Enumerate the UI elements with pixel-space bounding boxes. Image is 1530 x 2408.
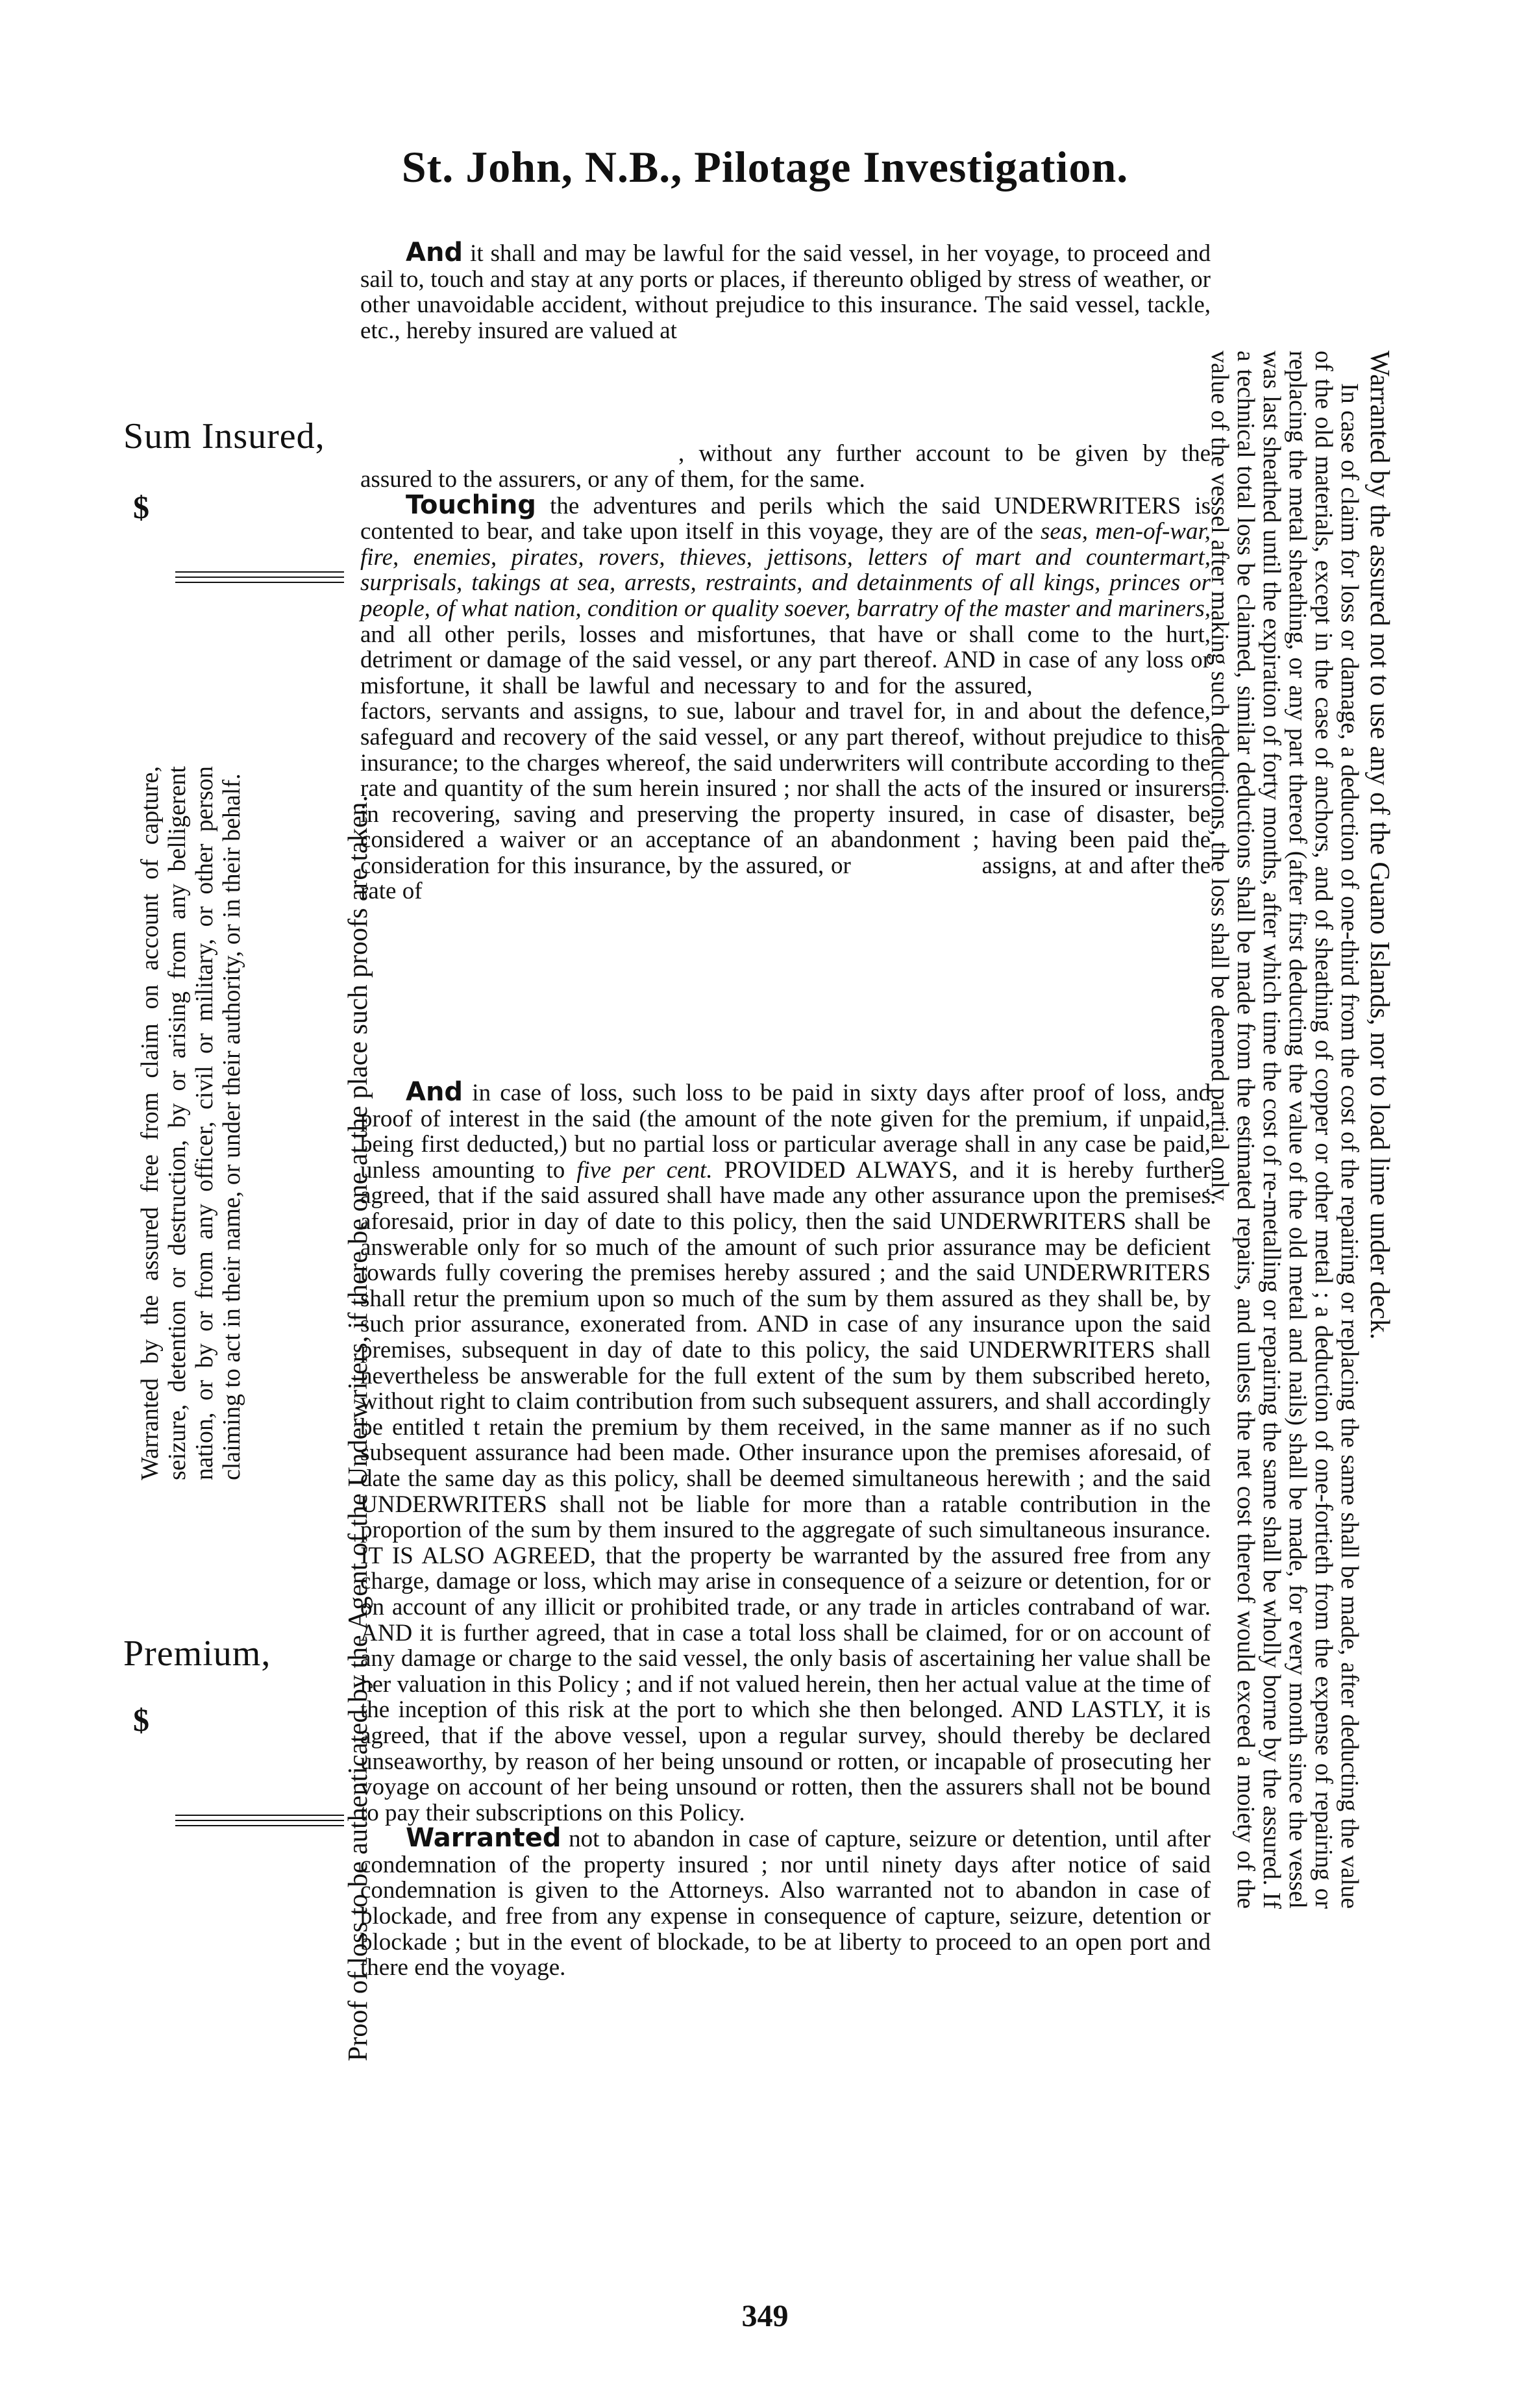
paragraph-3 <box>360 490 1211 905</box>
sum-rule-2 <box>175 577 344 578</box>
para5-text: not to abandon in case of capture, seizure or detention, until after condemnation of the property insured ; nor until ninety days after notice of said condemnation is given to the Attorneys. Also warranted not to abandon in case of blockade, and free from any expense in consequence of capture, seizure, detention or blockade ; but in the event of blockade, to be at liberty to proceed to an open port and there end the voyage. <box>360 1826 1211 1981</box>
sum-insured-dollar: $ <box>133 489 149 525</box>
premium-rule-2 <box>175 1820 344 1821</box>
para1-lead: And <box>406 238 463 267</box>
para1-text: it shall and may be lawful for the said vessel, in her voyage, to proceed and sail to, touch and stay at any ports or places, if thereunto obliged by stress of weather, or other unavoidable accident, without prejudice to this insurance. The said vessel, tackle, etc., hereby insured are valued at <box>360 240 1211 344</box>
para2-text: without any further account to be given by the assured to the assurers, or any of them, for the same. <box>360 440 1211 493</box>
sum-rule-3 <box>175 582 344 583</box>
paragraph-2 <box>360 441 1211 492</box>
premium-label: Premium, <box>123 1633 271 1674</box>
para4-text-c: PROVIDED ALWAYS, and it is hereby further agreed, that if the said assured shall have made any other assurance upon the premises aforesaid, prior in day of date to this policy, then the said UNDERWRITERS shall be answerable only for so much of the amount of such prior assurance may be deficient towards fully covering the premises hereby assured ; and the said UNDERWRITERS shall retur the premium upon so much of the sum by them assured as they shall be, by such prior assurance, exonerated from. AND in case of any insurance upon the said premises, subsequent in day of date to this policy, the said UNDERWRITERS shall nevertheless be answerable for the full extent of the sum by them subscribed hereto, without right to claim contribution from such subsequent assurers, and shall accordingly be entitled t retain the premium by them received, in the same manner as if no such subsequent assurance had been made. Other insurance upon the premises aforesaid, of date the same day as this policy, shall be deemed simultaneous herewith ; and the said UNDERWRITERS shall not be liable for more than a ratable contribution in the proportion of the sum by them insured to the aggregate of such simultaneous insurance. IT IS ALSO AGREED, that the property be warranted by the assured free from any charge, damage or loss, which may arise in consequence of a seizure or detention, for or on account of any illicit or prohibited trade, or any trade in articles contraband of war. AND it is further agreed, that in case a total loss shall be claimed, for or on account of any damage or charge to the said vessel, the only basis of ascertaining her value shall be her valuation in this Policy ; and if not valued herein, then her actual value at the time of the inception of this risk at the port to which she then belonged. AND LASTLY, it is agreed, that if the above vessel, upon a regular survey, should thereby be declared unseaworthy, by reason of her being unsound or rotten, or incapable of prosecuting her voyage on account of her being unsound or rotten, then the assurers shall not be bound to pay their subscriptions on this Policy. <box>360 1156 1211 1826</box>
rate-blank <box>360 904 1211 1080</box>
para2-comma: , <box>678 440 685 467</box>
para3-text-c: factors, servants and assigns, to sue, labour and travel for, in and about the defence, safeguard and recovery of the said vessel, or any part thereof, without prejudice to this insurance; to the charges whereof, the said underwriters will contribute according to the rate and quantity of the sum herein insured ; nor shall the acts of the insured or insurers in recovering, saving and preserving the property insured, in case of disaster, be considered a waiver or an acceptance of an abandonment ; having been paid the consideration for this insurance, by the assured, or <box>360 698 1211 879</box>
policy-body <box>360 240 1211 1981</box>
para5-lead: Warranted <box>406 1823 561 1854</box>
para4-text-b: (the amount of the note given for the premium, if unpaid, being first deducted,) but no partial loss or particular average shall in any case be paid, unless amounting to <box>360 1105 1211 1184</box>
repair-deduction-clause: In case of claim for loss or damage, a deduction of one-third from the cost of the repairing or replacing the same shall be made, after deducting the value of the old materials, except in the case of anchors, and of sheathing of copper or other metal ; a deduction of one-fortieth from the expense of repairing or replacing the metal sheathing, or any part thereof (after first deducting the value of the old metal and nails) shall be made, for every month since the vessel was last sheathed until the expiration of forty months, after which time the cost of re-metalling or repairing the same shall be wholly borne by the assured. If a technical total loss be claimed, similar deductions shall be made from the estimated repairs, and unless the net cost thereof would exceed a moiety of the value of the vessel after making such deductions, the loss shall be deemed partial only. <box>1206 351 1363 1909</box>
page-number: 349 <box>741 2299 789 2333</box>
para3-text-a: the adventures and perils which the said UNDERWRITERS is contented to bear, and take upon itself in this voyage, they are of the <box>360 492 1211 545</box>
capture-warranty-rotated <box>136 766 245 1480</box>
premium-dollar: $ <box>133 1702 149 1738</box>
paragraph-5 <box>360 1823 1211 1981</box>
para4-lead: And <box>406 1077 463 1108</box>
right-margin-clauses-rotated <box>1207 351 1392 1909</box>
value-blank <box>360 343 1211 441</box>
para3-lead: Touching <box>406 490 536 520</box>
para4-text-a: in case of loss, such loss to be paid in sixty days after proof of loss, and proof of interest in the said <box>360 1080 1211 1132</box>
para3-text-b: and all other perils, losses and misfortunes, that have or shall come to the hurt, detriment or damage of the said vessel, or any part thereof. AND in case of any loss or misfortune, it shall be lawful and necessary to and for the assured, <box>360 621 1211 699</box>
premium-rule-3 <box>175 1825 344 1826</box>
sum-insured-label: Sum Insured, <box>123 416 325 456</box>
proof-of-loss-rotated: Proof of loss to be authenticated by the Agent of the Underwriters, if there be one at the place such proofs are taken. <box>343 795 373 2061</box>
para3-perils: seas, men-of-war, fire, enemies, pirates, rovers, thieves, jettisons, letters of mart and countermart, surprisals, takings at sea, arrests, restraints, and detainments of all kings, princes or people, of what nation, condition or quality soever, barratry of the master and mariners, <box>360 518 1211 622</box>
page-title: St. John, N.B., Pilotage Investigation. <box>401 142 1129 192</box>
paragraph-1 <box>360 240 1211 343</box>
premium-rule-1 <box>175 1815 344 1816</box>
guano-warranty: Warranted by the assured not to use any of the Guano Islands, nor to load lime under deck. <box>1364 351 1394 1340</box>
sum-rule-1 <box>175 571 344 573</box>
para3-text-d: assigns, at and after the rate of <box>360 852 1211 905</box>
para4-five-percent: five per cent. <box>576 1156 713 1184</box>
capture-warranty-text: Warranted by the assured free from claim on account of capture, seizure, detention or destruction, by or arising from any belligerent nation, or by or from any officer, civil or military, or other person claiming to act in their name, or under their authority, or in their behalf. <box>136 766 245 1480</box>
paragraph-4 <box>360 1077 1211 1826</box>
